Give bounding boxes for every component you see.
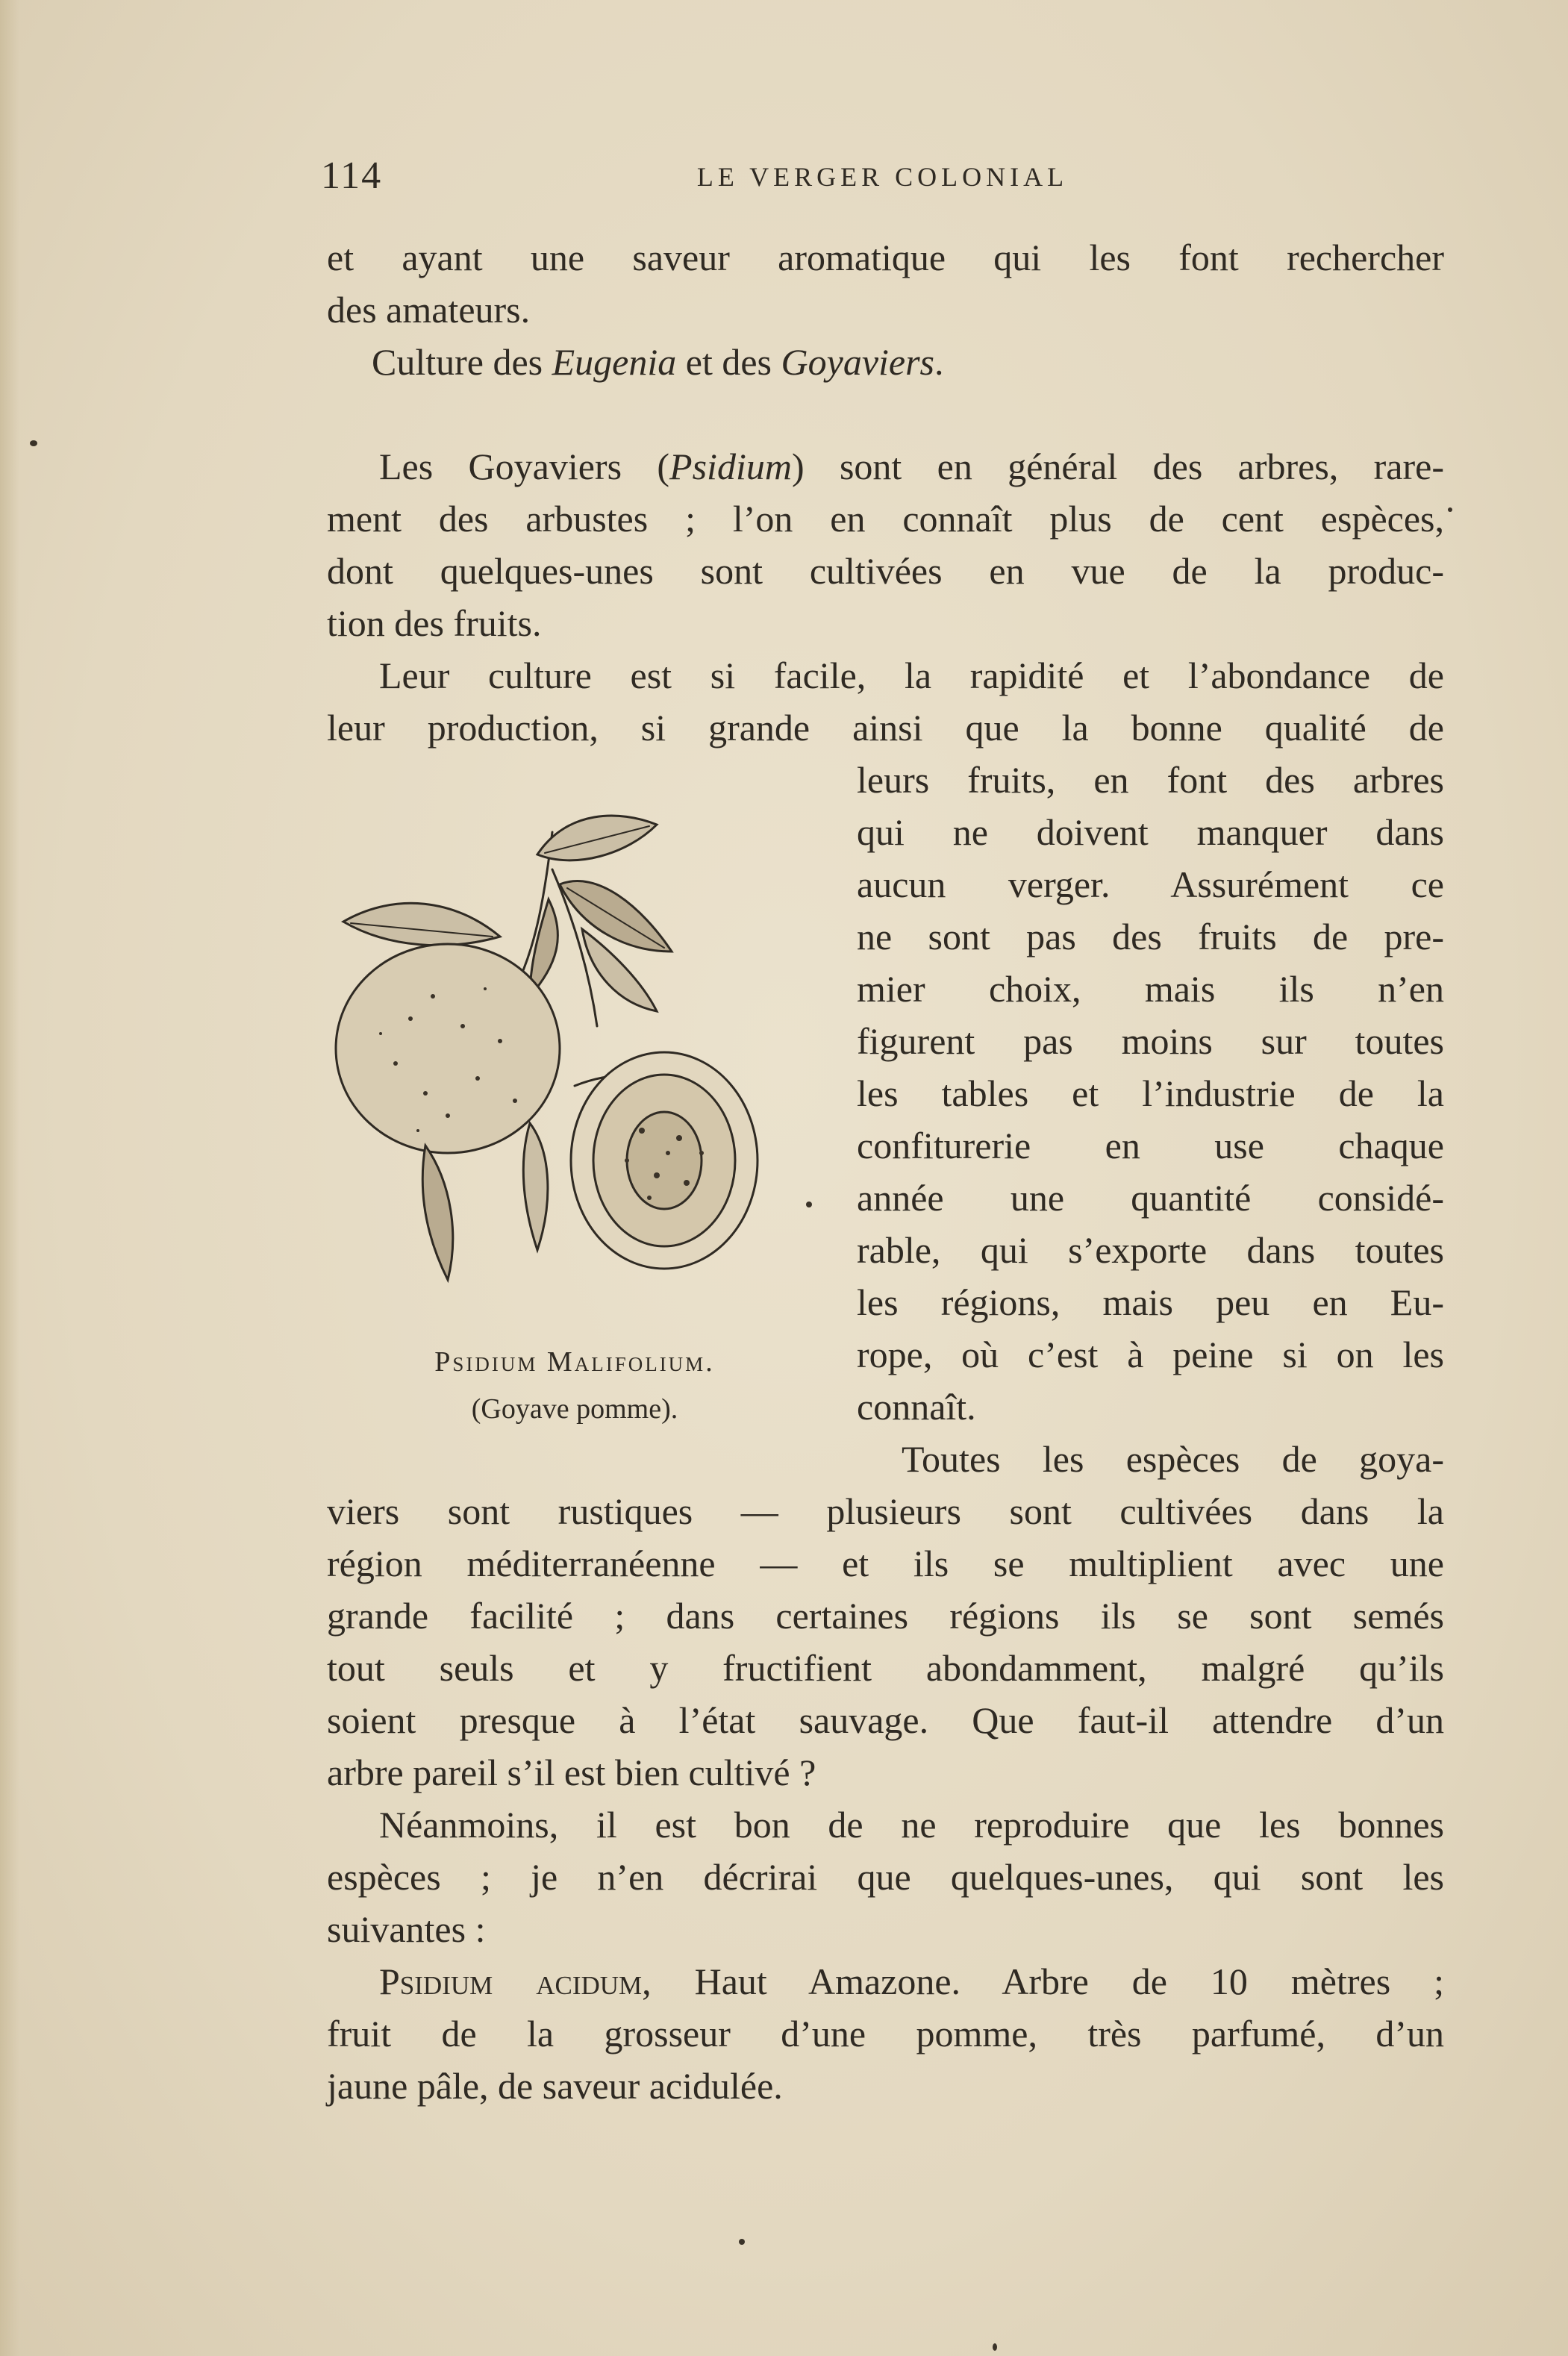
- speck: [739, 2239, 745, 2245]
- text-line: Toutes les espèces de goya-: [902, 1438, 1444, 1480]
- text-line: dont quelques-unes sont cultivées en vue de la produc-: [327, 550, 1444, 592]
- text-line: arbre pareil s’il est bien cultivé ?: [327, 1752, 816, 1793]
- guava-branch-illustration-icon: [328, 802, 821, 1317]
- speck: [30, 440, 37, 446]
- text-line: tion des fruits.: [327, 602, 542, 644]
- text-line: viers sont rustiques — plusieurs sont cultivées dans la: [327, 1490, 1444, 1532]
- text-line: Les Goyaviers (Psidium) sont en général des arbres, rare-: [379, 446, 1444, 487]
- text-line: espèces ; je n’en décrirai que quelques-unes, qui sont les: [327, 1856, 1444, 1898]
- text-line: région méditerranéenne — et ils se multiplient avec une: [327, 1543, 1444, 1584]
- text-line: fruit de la grosseur d’une pomme, très parfumé, d’un: [327, 2013, 1444, 2055]
- text-line: jaune pâle, de saveur acidulée.: [327, 2065, 783, 2107]
- text-line: et ayant une saveur aromatique qui les font rechercher: [327, 237, 1444, 278]
- figure-caption-title: Psidium Malifolium.: [434, 1346, 715, 1378]
- text-line: leur production, si grande ainsi que la bonne qualité de: [327, 707, 1444, 749]
- text-line: aucun verger. Assurément ce: [857, 863, 1444, 905]
- text-line: confiturerie en use chaque: [857, 1125, 1444, 1166]
- running-title: LE VERGER COLONIAL: [696, 162, 1069, 192]
- page-edge-shadow: [0, 0, 19, 2356]
- text-line: suivantes :: [327, 1908, 486, 1950]
- text-line: rable, qui s’exporte dans toutes: [857, 1229, 1444, 1271]
- text-line: Néanmoins, il est bon de ne reproduire que les bonnes: [379, 1804, 1444, 1846]
- text-line: des amateurs.: [327, 289, 531, 331]
- text-line: rope, où c’est à peine si on les: [857, 1334, 1444, 1375]
- text-line: ne sont pas des fruits de pre-: [857, 916, 1444, 957]
- section-heading: Culture des Eugenia et des Goyaviers.: [372, 341, 944, 383]
- text-line: mier choix, mais ils n’en: [857, 968, 1444, 1010]
- text-line: qui ne doivent manquer dans: [857, 811, 1444, 853]
- text-line: Psidium acidum, Haut Amazone. Arbre de 10 mètres ;: [379, 1960, 1444, 2002]
- text-line: grande facilité ; dans certaines régions ils se sont semés: [327, 1595, 1444, 1637]
- text-line: Leur culture est si facile, la rapidité et l’abondance de: [379, 654, 1444, 696]
- text-line: figurent pas moins sur toutes: [857, 1020, 1444, 1062]
- page-header: [321, 154, 1444, 199]
- speck: [993, 2343, 997, 2351]
- text-line: leurs fruits, en font des arbres: [857, 759, 1444, 801]
- text-line: année une quantité considé-: [857, 1177, 1444, 1219]
- text-line: ment des arbustes ; l’on en connaît plus de cent espèces,: [327, 498, 1444, 540]
- page-number: 114: [321, 154, 383, 197]
- text-line: tout seuls et y fructifient abondamment, malgré qu’ils: [327, 1647, 1444, 1689]
- text-line: connaît.: [857, 1386, 976, 1428]
- figure-caption-subtitle: (Goyave pomme).: [471, 1393, 678, 1425]
- text-line: les régions, mais peu en Eu-: [857, 1281, 1444, 1323]
- text-line: soient presque à l’état sauvage. Que faut-il attendre d’un: [327, 1699, 1444, 1741]
- text-line: les tables et l’industrie de la: [857, 1072, 1444, 1114]
- speck: [1448, 507, 1452, 512]
- speck: [806, 1202, 812, 1207]
